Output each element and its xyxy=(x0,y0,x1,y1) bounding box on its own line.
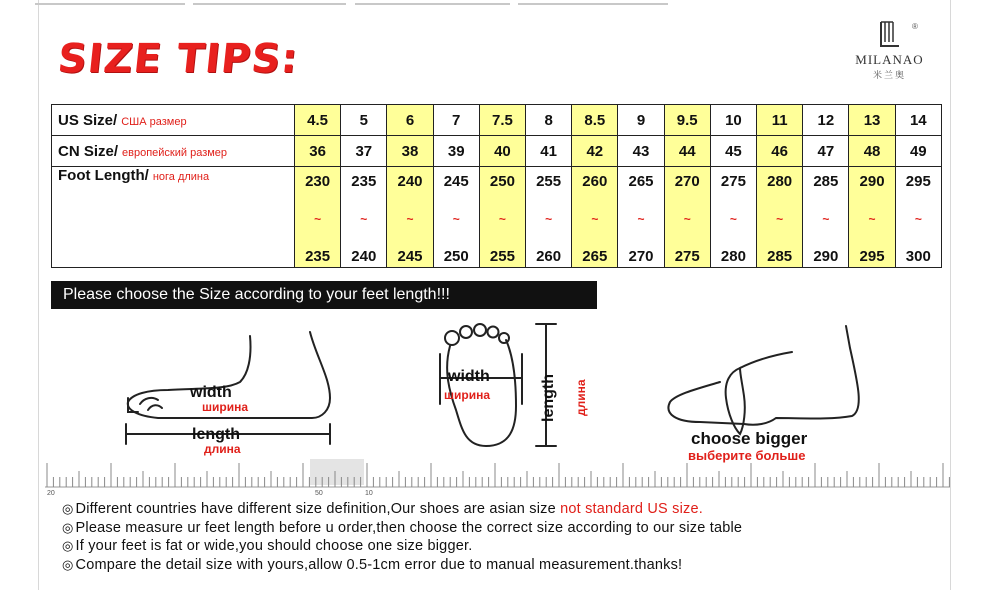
us-size-cell: 5 xyxy=(341,105,387,136)
foot-length-cell xyxy=(526,167,572,268)
tilde-separator: ~ xyxy=(683,212,691,226)
foot-length-cell xyxy=(803,167,849,268)
foot-length-cell xyxy=(341,167,387,268)
length-to: 260 xyxy=(536,248,562,265)
note-text: If your feet is fat or wide,you should choose one size bigger. xyxy=(75,538,473,554)
bullet-icon: ◎ xyxy=(62,519,74,535)
cn-size-cell: 45 xyxy=(710,136,756,167)
length-from: 275 xyxy=(720,173,746,190)
cn-size-cell: 44 xyxy=(664,136,710,167)
row-label-ru: нога длина xyxy=(152,171,210,183)
us-size-cell: 8 xyxy=(526,105,572,136)
us-size-cell: 4.5 xyxy=(295,105,341,136)
registered-icon: ® xyxy=(912,22,918,31)
tilde-separator: ~ xyxy=(729,212,737,226)
length-to: 300 xyxy=(905,248,931,265)
tilde-separator: ~ xyxy=(637,212,645,226)
cn-size-cell: 46 xyxy=(757,136,803,167)
row-label-en: CN Size/ xyxy=(58,142,119,160)
length-from: 265 xyxy=(628,173,654,190)
top-tab-strip xyxy=(0,0,987,6)
note-text: Compare the detail size with yours,allow 0.5-1cm error due to manual measurement.thanks! xyxy=(75,556,683,573)
brand-subtitle: 米兰奥 xyxy=(872,70,906,80)
us-size-cell: 9 xyxy=(618,105,664,136)
us-size-cell: 14 xyxy=(895,105,941,136)
table-row xyxy=(52,105,942,136)
tilde-separator: ~ xyxy=(406,212,414,226)
foot-length-cell xyxy=(664,167,710,268)
brand-name: MILANAO xyxy=(855,52,924,67)
page-title: SIZE TIPS: xyxy=(55,36,301,82)
us-size-cell: 12 xyxy=(803,105,849,136)
table-row xyxy=(52,167,942,268)
ruler-mark-50: 50 xyxy=(315,490,323,497)
note-highlight: not standard US size. xyxy=(560,501,703,517)
side-length-label-ru: длина xyxy=(204,442,241,456)
choose-bigger-label-ru: выберите больше xyxy=(688,448,806,463)
length-from: 250 xyxy=(489,173,515,190)
side-width-label: width xyxy=(190,384,232,401)
table-row xyxy=(52,136,942,167)
notes-list xyxy=(62,500,962,574)
tilde-separator: ~ xyxy=(360,212,368,226)
sole-width-label: width xyxy=(448,368,490,385)
row-label-ru: США размер xyxy=(121,115,187,128)
choose-bigger-label: choose bigger xyxy=(691,429,808,448)
length-to: 295 xyxy=(859,248,885,265)
sole-length-label: length xyxy=(540,374,557,422)
foot-length-cell xyxy=(895,167,941,268)
cn-size-cell: 37 xyxy=(341,136,387,167)
cn-size-cell: 49 xyxy=(895,136,941,167)
tilde-separator: ~ xyxy=(452,212,460,226)
length-to: 245 xyxy=(397,248,423,265)
us-size-cell: 7.5 xyxy=(479,105,525,136)
us-size-cell: 9.5 xyxy=(664,105,710,136)
sole-length-label-ru: длина xyxy=(574,379,588,416)
ruler-mark-10: 10 xyxy=(365,490,373,497)
tilde-separator: ~ xyxy=(914,212,922,226)
bullet-icon: ◎ xyxy=(62,556,74,572)
cn-size-cell: 43 xyxy=(618,136,664,167)
us-size-cell: 6 xyxy=(387,105,433,136)
length-from: 255 xyxy=(536,173,562,190)
sole-width-label-ru: ширина xyxy=(444,388,491,402)
length-from: 295 xyxy=(905,173,931,190)
length-from: 290 xyxy=(859,173,885,190)
length-to: 250 xyxy=(443,248,469,265)
foot-length-cell xyxy=(572,167,618,268)
tilde-separator: ~ xyxy=(545,212,553,226)
tilde-separator: ~ xyxy=(822,212,830,226)
cn-size-cell: 36 xyxy=(295,136,341,167)
length-from: 240 xyxy=(397,173,423,190)
ruler-mark-20: 20 xyxy=(47,490,55,497)
note-item xyxy=(62,537,962,556)
length-to: 265 xyxy=(582,248,608,265)
length-from: 235 xyxy=(351,173,377,190)
row-label xyxy=(52,167,295,268)
length-to: 280 xyxy=(720,248,746,265)
cn-size-cell: 48 xyxy=(849,136,895,167)
cn-size-cell: 38 xyxy=(387,136,433,167)
foot-length-cell xyxy=(433,167,479,268)
us-size-cell: 11 xyxy=(757,105,803,136)
brand-mark-icon xyxy=(875,20,905,50)
tilde-separator: ~ xyxy=(498,212,506,226)
length-to: 275 xyxy=(674,248,700,265)
row-label xyxy=(52,105,295,136)
note-item xyxy=(62,556,962,575)
note-text: Different countries have different size definition,Our shoes are asian size xyxy=(75,501,561,517)
length-to: 285 xyxy=(767,248,793,265)
row-label-en: US Size/ xyxy=(58,111,118,129)
note-text: Please measure ur feet length before u order,then choose the correct size according to our size table xyxy=(75,519,743,536)
side-length-label: length xyxy=(192,426,240,443)
us-size-cell: 7 xyxy=(433,105,479,136)
row-label-ru: европейский размер xyxy=(122,146,228,159)
cn-size-cell: 41 xyxy=(526,136,572,167)
cn-size-cell: 47 xyxy=(803,136,849,167)
row-label xyxy=(52,136,295,167)
size-table xyxy=(51,104,942,268)
length-from: 285 xyxy=(813,173,839,190)
instruction-banner: Please choose the Size according to your feet length!!! xyxy=(51,281,597,309)
brand-logo xyxy=(842,20,937,81)
cn-size-cell: 42 xyxy=(572,136,618,167)
foot-length-cell xyxy=(757,167,803,268)
left-divider xyxy=(38,0,39,590)
us-size-cell: 13 xyxy=(849,105,895,136)
length-from: 230 xyxy=(305,173,331,190)
foot-length-cell xyxy=(710,167,756,268)
foot-length-cell xyxy=(618,167,664,268)
measuring-ruler xyxy=(45,457,950,497)
length-to: 240 xyxy=(351,248,377,265)
length-from: 245 xyxy=(443,173,469,190)
length-from: 270 xyxy=(674,173,700,190)
tilde-separator: ~ xyxy=(776,212,784,226)
cn-size-cell: 39 xyxy=(433,136,479,167)
us-size-cell: 8.5 xyxy=(572,105,618,136)
note-item xyxy=(62,500,962,519)
length-to: 290 xyxy=(813,248,839,265)
us-size-cell: 10 xyxy=(710,105,756,136)
foot-length-cell xyxy=(479,167,525,268)
foot-length-cell xyxy=(387,167,433,268)
tilde-separator: ~ xyxy=(868,212,876,226)
length-to: 235 xyxy=(305,248,331,265)
length-from: 260 xyxy=(582,173,608,190)
side-width-label-ru: ширина xyxy=(202,400,249,414)
length-to: 270 xyxy=(628,248,654,265)
length-from: 280 xyxy=(767,173,793,190)
cn-size-cell: 40 xyxy=(479,136,525,167)
note-item xyxy=(62,519,962,538)
bullet-icon: ◎ xyxy=(62,538,74,553)
tilde-separator: ~ xyxy=(314,212,322,226)
tilde-separator: ~ xyxy=(591,212,599,226)
foot-length-cell xyxy=(295,167,341,268)
bullet-icon: ◎ xyxy=(62,501,74,516)
row-label-en: Foot Length/ xyxy=(58,167,149,184)
foot-length-cell xyxy=(849,167,895,268)
length-to: 255 xyxy=(489,248,515,265)
